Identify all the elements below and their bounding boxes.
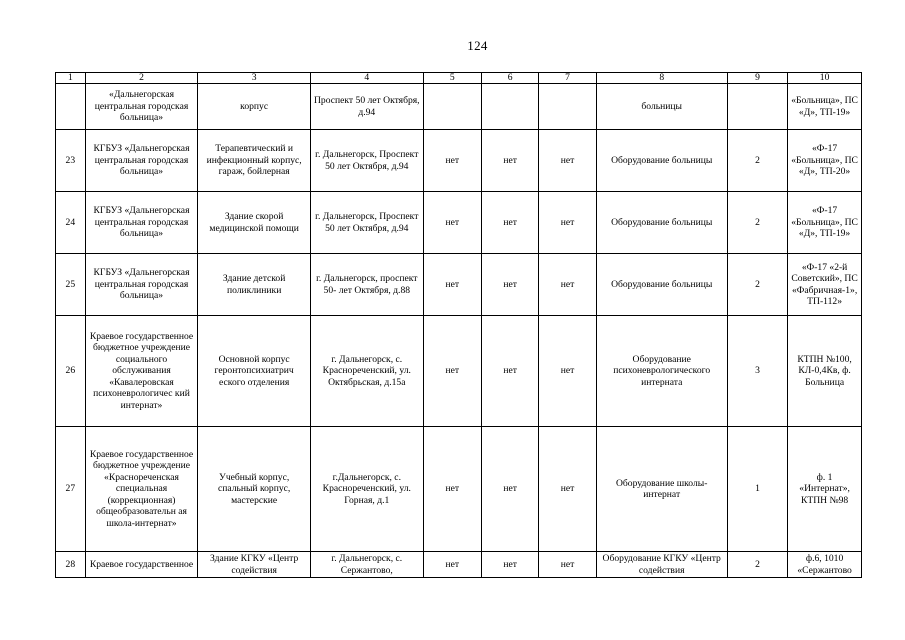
column-header: 2	[85, 73, 198, 84]
row-number-cell: 23	[56, 130, 86, 192]
equipment-cell: Оборудование больницы	[596, 192, 727, 254]
table-cell	[539, 84, 596, 130]
address-cell: г. Дальнегорск, с. Краснореченский, ул. Октябрьская, д.15а	[310, 316, 423, 427]
address-cell: Проспект 50 лет Октября, д.94	[310, 84, 423, 130]
table-cell	[481, 84, 538, 130]
owner-cell: Краевое государственное бюджетное учреждение «Краснореченская специальная (коррекционная) общеобразовательн ая школа-интернат»	[85, 427, 198, 552]
table-cell	[423, 84, 481, 130]
table-cell: нет	[423, 130, 481, 192]
column-header: 3	[198, 73, 311, 84]
category-cell	[727, 84, 787, 130]
equipment-cell: Оборудование больницы	[596, 254, 727, 316]
object-cell: Учебный корпус, спальный корпус, мастерские	[198, 427, 311, 552]
table-cell: нет	[539, 316, 596, 427]
category-cell: 3	[727, 316, 787, 427]
column-header: 9	[727, 73, 787, 84]
table-cell: нет	[539, 192, 596, 254]
column-header: 5	[423, 73, 481, 84]
row-number-cell: 28	[56, 552, 86, 578]
object-cell: корпус	[198, 84, 311, 130]
row-number-cell: 26	[56, 316, 86, 427]
table-row	[56, 316, 862, 427]
table-cell: нет	[423, 427, 481, 552]
column-header: 7	[539, 73, 596, 84]
table-cell: нет	[481, 130, 538, 192]
equipment-cell: больницы	[596, 84, 727, 130]
equipment-cell: Оборудование КГКУ «Центр содействия	[596, 552, 727, 578]
owner-cell: Краевое государственное	[85, 552, 198, 578]
address-cell: г. Дальнегорск, Проспект 50 лет Октября, д.94	[310, 192, 423, 254]
power-source-cell: КТПН №100, КЛ-0,4Кв, ф. Больница	[788, 316, 862, 427]
table-cell: нет	[423, 552, 481, 578]
row-number-cell	[56, 84, 86, 130]
address-cell: г.Дальнегорск, с. Краснореченский, ул. Горная, д.1	[310, 427, 423, 552]
equipment-cell: Оборудование школы-интернат	[596, 427, 727, 552]
table-row	[56, 254, 862, 316]
table-row	[56, 427, 862, 552]
owner-cell: Краевое государственное бюджетное учреждение социального обслуживания «Кавалеровская психоневрологичес кий интернат»	[85, 316, 198, 427]
table-header-row	[56, 73, 862, 84]
power-source-cell: «Ф-17 «2-й Советский», ПС «Фабричная-1», ТП-112»	[788, 254, 862, 316]
owner-cell: КГБУЗ «Дальнегорская центральная городская больница»	[85, 130, 198, 192]
table-row	[56, 130, 862, 192]
table-cell: нет	[539, 552, 596, 578]
table-cell: нет	[539, 427, 596, 552]
object-cell: Здание КГКУ «Центр содействия	[198, 552, 311, 578]
column-header: 8	[596, 73, 727, 84]
table-cell: нет	[481, 254, 538, 316]
table-cell: нет	[423, 254, 481, 316]
category-cell: 1	[727, 427, 787, 552]
address-cell: г. Дальнегорск, с. Сержантово,	[310, 552, 423, 578]
table-cell: нет	[539, 130, 596, 192]
equipment-cell: Оборудование больницы	[596, 130, 727, 192]
object-cell: Здание скорой медицинской помощи	[198, 192, 311, 254]
column-header: 4	[310, 73, 423, 84]
power-source-cell: «Ф-17 «Больница», ПС «Д», ТП-19»	[788, 192, 862, 254]
category-cell: 2	[727, 552, 787, 578]
category-cell: 2	[727, 254, 787, 316]
table-row	[56, 552, 862, 578]
row-number-cell: 27	[56, 427, 86, 552]
column-header: 1	[56, 73, 86, 84]
power-source-cell: «Больница», ПС «Д», ТП-19»	[788, 84, 862, 130]
row-number-cell: 24	[56, 192, 86, 254]
owner-cell: КГБУЗ «Дальнегорская центральная городская больница»	[85, 192, 198, 254]
category-cell: 2	[727, 192, 787, 254]
table-cell: нет	[423, 316, 481, 427]
row-number-cell: 25	[56, 254, 86, 316]
table-cell: нет	[423, 192, 481, 254]
column-header: 6	[481, 73, 538, 84]
table-cell: нет	[481, 427, 538, 552]
equipment-cell: Оборудование психоневрологического интерната	[596, 316, 727, 427]
owner-cell: «Дальнегорская центральная городская больница»	[85, 84, 198, 130]
table-cell: нет	[481, 552, 538, 578]
power-source-cell: ф.6, 1010 «Сержантово	[788, 552, 862, 578]
table-row	[56, 84, 862, 130]
page-number: 124	[467, 38, 488, 53]
owner-cell: КГБУЗ «Дальнегорская центральная городская больница»	[85, 254, 198, 316]
object-cell: Основной корпус геронтопсихиатрич еского отделения	[198, 316, 311, 427]
table-row	[56, 192, 862, 254]
object-cell: Здание детской поликлиники	[198, 254, 311, 316]
address-cell: г. Дальнегорск, проспект 50- лет Октября, д.88	[310, 254, 423, 316]
object-cell: Терапевтический и инфекционный корпус, гараж, бойлерная	[198, 130, 311, 192]
category-cell: 2	[727, 130, 787, 192]
data-table	[55, 72, 862, 578]
table-cell: нет	[481, 192, 538, 254]
table-cell: нет	[539, 254, 596, 316]
table-cell: нет	[481, 316, 538, 427]
power-source-cell: ф. 1 «Интернат», КТПН №98	[788, 427, 862, 552]
column-header: 10	[788, 73, 862, 84]
power-source-cell: «Ф-17 «Больница», ПС «Д», ТП-20»	[788, 130, 862, 192]
address-cell: г. Дальнегорск, Проспект 50 лет Октября, д.94	[310, 130, 423, 192]
